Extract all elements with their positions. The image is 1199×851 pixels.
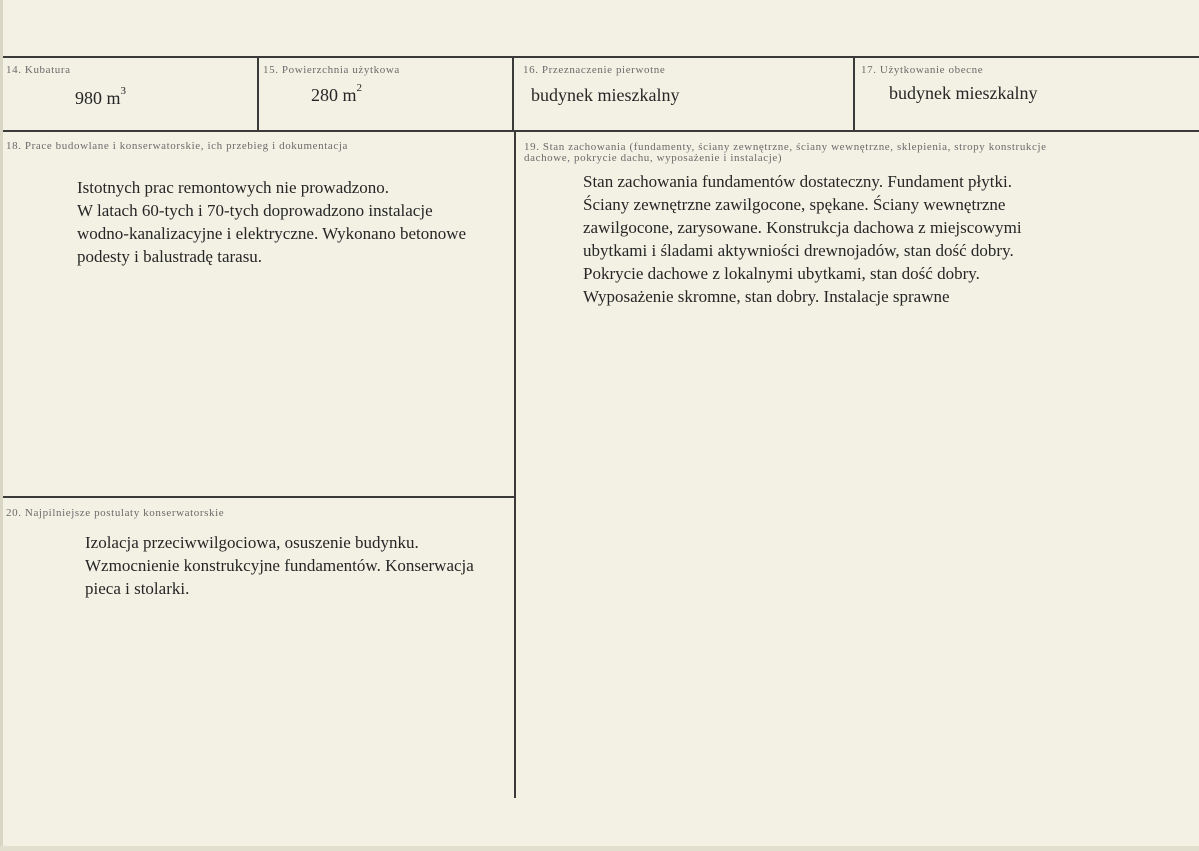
field-20-line: pieca i stolarki. <box>85 579 190 598</box>
field-19-line: Stan zachowania fundamentów dostateczny. Fundament płytki. <box>583 172 1012 191</box>
field-14-label: 14. Kubatura <box>6 64 71 76</box>
field-20-label: 20. Najpilniejsze postulaty konserwatorskie <box>6 507 225 519</box>
field-14-value <box>75 85 127 109</box>
paper-edge-left <box>0 0 3 851</box>
paper-edge-bottom <box>0 846 1199 851</box>
field-14-number: 980 m <box>75 88 121 108</box>
field-17-value: budynek mieszkalny <box>889 83 1038 103</box>
field-18-text <box>77 176 466 268</box>
divider-16-17 <box>853 58 855 130</box>
field-19-line: Wyposażenie skromne, stan dobry. Instalacje sprawne <box>583 287 950 306</box>
field-18-line: podesty i balustradę tarasu. <box>77 247 263 266</box>
field-19-line: zawilgocone, zarysowane. Konstrukcja dachowa z miejscowymi <box>583 218 1022 237</box>
field-19-line: Ściany zewnętrzne zawilgocone, spękane. Ściany wewnętrzne <box>583 195 1006 214</box>
field-18-line: wodno-kanalizacyjne i elektryczne. Wykonano betonowe <box>77 224 467 243</box>
field-20-text <box>85 531 474 600</box>
field-19-line: Pokrycie dachowe z lokalnymi ubytkami, stan dość dobry. <box>583 264 980 283</box>
field-14-unit-exponent: 3 <box>120 85 127 97</box>
field-20-line: Izolacja przeciwwilgociowa, osuszenie budynku. <box>85 533 419 552</box>
field-18-line: W latach 60-tych i 70-tych doprowadzono instalacje <box>77 201 433 220</box>
field-19-line: ubytkami i śladami aktywniości drewnojadów, stan dość dobry. <box>583 241 1014 260</box>
field-19-text <box>583 170 1022 308</box>
top-rule <box>3 56 1199 58</box>
field-15-value <box>311 82 363 106</box>
divider-14-15 <box>257 58 259 130</box>
field-20-line: Wzmocnienie konstrukcyjne fundamentów. Konserwacja <box>85 556 474 575</box>
divider-main-column <box>514 132 516 798</box>
field-15-label: 15. Powierzchnia użytkowa <box>263 64 400 76</box>
field-18-label: 18. Prace budowlane i konserwatorskie, ich przebieg i dokumentacja <box>6 140 348 152</box>
field-18-line: Istotnych prac remontowych nie prowadzono. <box>77 178 390 197</box>
field-15-unit-exponent: 2 <box>356 82 363 94</box>
divider-15-16 <box>512 58 514 130</box>
field-16-label: 16. Przeznaczenie pierwotne <box>523 64 666 76</box>
rule-above-field-20 <box>3 496 514 498</box>
field-17-label: 17. Użytkowanie obecne <box>861 64 984 76</box>
field-15-number: 280 m <box>311 85 357 105</box>
field-16-value: budynek mieszkalny <box>531 85 680 105</box>
rule-below-row1 <box>3 130 1199 132</box>
field-19-label: 19. Stan zachowania (fundamenty, ściany zewnętrzne, ściany wewnętrzne, sklepienia, stropy konstrukcje dachowe, pokrycie dachu, wyposażenie i instalacje) <box>524 141 1047 164</box>
